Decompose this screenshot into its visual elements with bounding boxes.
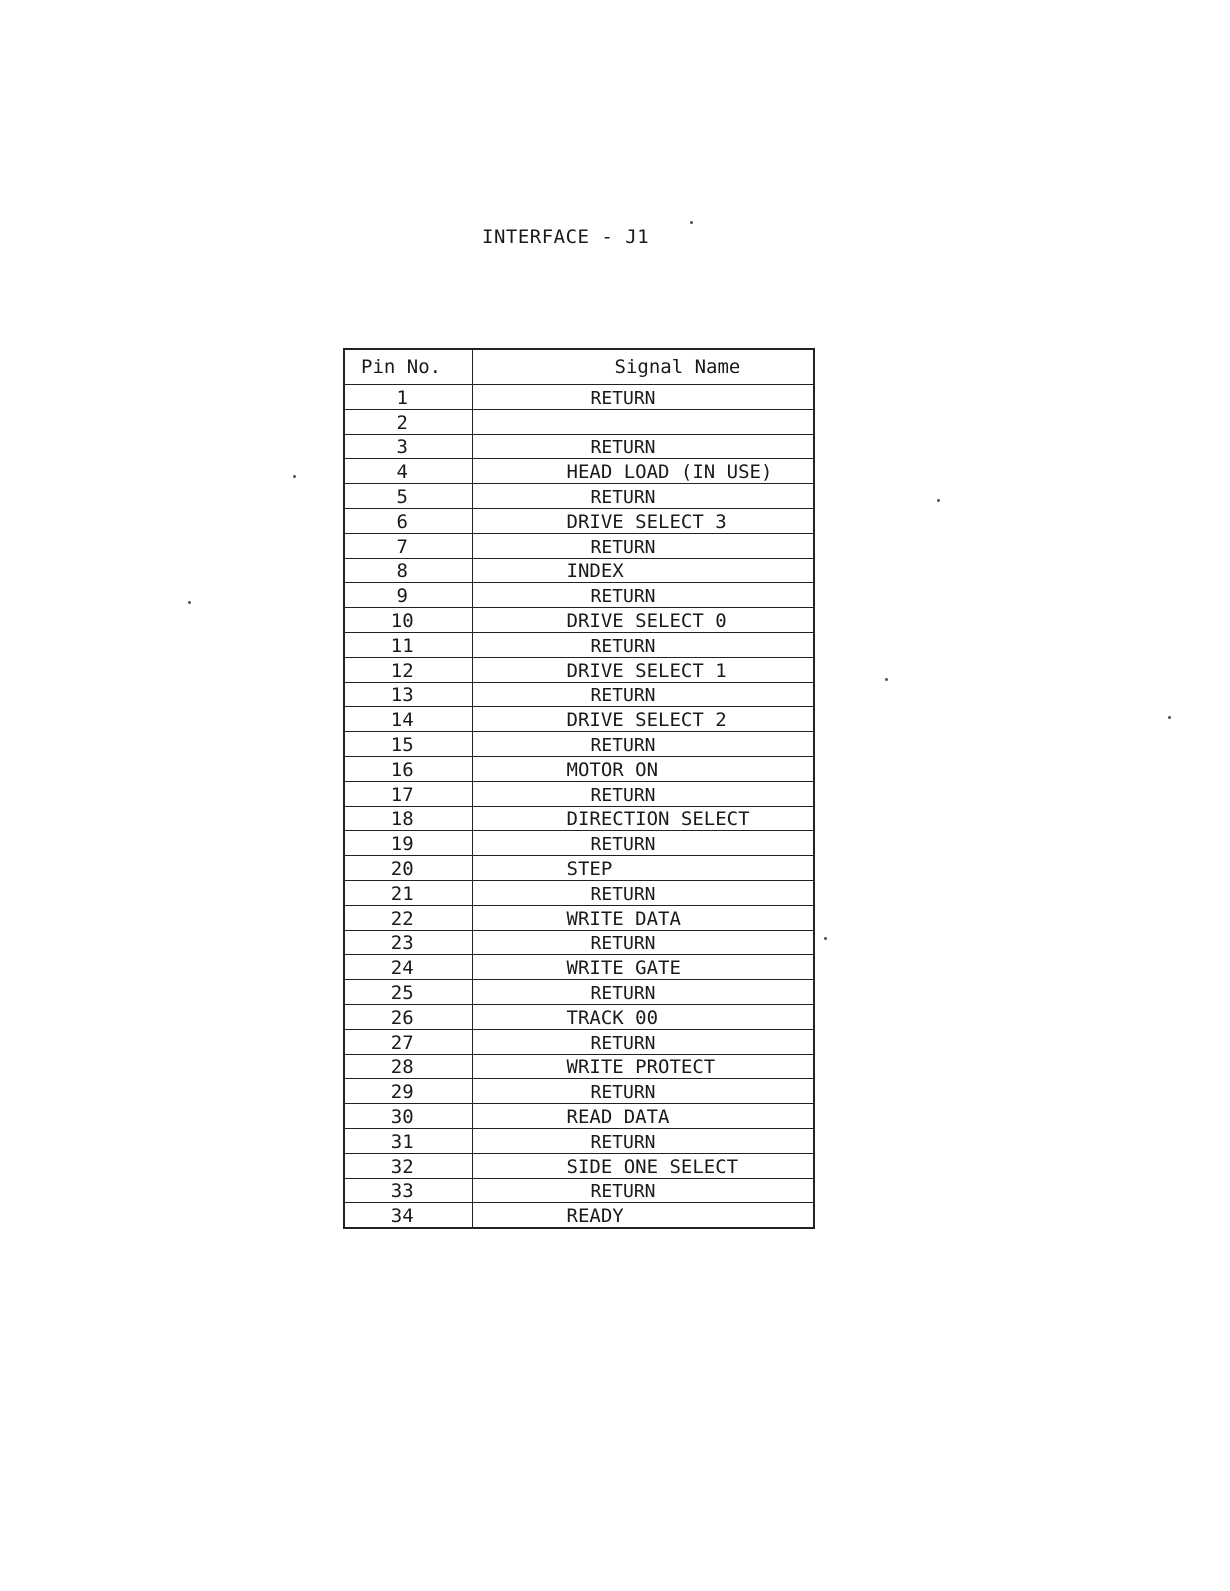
signal-name-cell: DIRECTION SELECT	[472, 806, 814, 831]
table-row	[344, 756, 814, 781]
signal-name-cell: RETURN	[472, 1029, 814, 1054]
table-row	[344, 856, 814, 881]
table-row	[344, 955, 814, 980]
table-row	[344, 1153, 814, 1178]
table-row	[344, 484, 814, 509]
signal-name-cell: WRITE DATA	[472, 905, 814, 930]
signal-name-cell: READY	[472, 1203, 814, 1228]
signal-name-cell: WRITE PROTECT	[472, 1054, 814, 1079]
signal-name-cell: RETURN	[472, 1178, 814, 1203]
table-row	[344, 558, 814, 583]
pin-number-cell: 8	[344, 558, 472, 583]
scan-speck	[937, 499, 940, 502]
signal-name-cell	[472, 409, 814, 434]
table-header-row	[344, 349, 814, 385]
table-row	[344, 1178, 814, 1203]
table-row	[344, 1104, 814, 1129]
signal-name-cell: READ DATA	[472, 1104, 814, 1129]
pin-number-cell: 32	[344, 1153, 472, 1178]
signal-name-cell: DRIVE SELECT 2	[472, 707, 814, 732]
pin-number-cell: 13	[344, 682, 472, 707]
pin-number-cell: 29	[344, 1079, 472, 1104]
table-row	[344, 781, 814, 806]
scan-speck	[293, 475, 296, 478]
pin-number-cell: 19	[344, 831, 472, 856]
signal-name-cell: RETURN	[472, 880, 814, 905]
pin-number-cell: 24	[344, 955, 472, 980]
table-row	[344, 1079, 814, 1104]
scan-speck	[690, 221, 693, 224]
signal-name-cell: RETURN	[472, 385, 814, 410]
pin-column-header: Pin No.	[344, 349, 472, 385]
table-body	[344, 385, 814, 1229]
pin-number-cell: 14	[344, 707, 472, 732]
page-title: INTERFACE - J1	[482, 226, 650, 248]
signal-name-cell: RETURN	[472, 732, 814, 757]
signal-name-cell: RETURN	[472, 484, 814, 509]
signal-name-cell: RETURN	[472, 1128, 814, 1153]
pin-number-cell: 17	[344, 781, 472, 806]
table-row	[344, 583, 814, 608]
pin-number-cell: 6	[344, 508, 472, 533]
table-row	[344, 831, 814, 856]
scan-speck	[188, 601, 191, 604]
pin-number-cell: 7	[344, 533, 472, 558]
table-row	[344, 533, 814, 558]
pin-number-cell: 4	[344, 459, 472, 484]
pin-assignment-table	[343, 348, 815, 1229]
signal-name-cell: RETURN	[472, 831, 814, 856]
signal-name-cell: DRIVE SELECT 1	[472, 657, 814, 682]
pin-number-cell: 9	[344, 583, 472, 608]
signal-name-cell: RETURN	[472, 1079, 814, 1104]
pin-number-cell: 2	[344, 409, 472, 434]
table-row	[344, 1203, 814, 1228]
signal-name-cell: MOTOR ON	[472, 756, 814, 781]
table-row	[344, 608, 814, 633]
pin-number-cell: 18	[344, 806, 472, 831]
signal-name-cell: RETURN	[472, 930, 814, 955]
signal-name-cell: STEP	[472, 856, 814, 881]
table-row	[344, 1054, 814, 1079]
pin-number-cell: 31	[344, 1128, 472, 1153]
pin-number-cell: 26	[344, 1004, 472, 1029]
table-row	[344, 930, 814, 955]
table-row	[344, 806, 814, 831]
table-row	[344, 459, 814, 484]
pin-number-cell: 21	[344, 880, 472, 905]
table-row	[344, 508, 814, 533]
pin-number-cell: 20	[344, 856, 472, 881]
scan-speck	[824, 937, 827, 940]
table-row	[344, 980, 814, 1005]
signal-name-cell: SIDE ONE SELECT	[472, 1153, 814, 1178]
pin-number-cell: 11	[344, 632, 472, 657]
signal-name-cell: RETURN	[472, 980, 814, 1005]
pin-number-cell: 25	[344, 980, 472, 1005]
pin-number-cell: 16	[344, 756, 472, 781]
pin-number-cell: 12	[344, 657, 472, 682]
table-row	[344, 732, 814, 757]
pin-number-cell: 22	[344, 905, 472, 930]
table-row	[344, 1004, 814, 1029]
table-row	[344, 880, 814, 905]
signal-name-cell: TRACK 00	[472, 1004, 814, 1029]
signal-name-cell: WRITE GATE	[472, 955, 814, 980]
scan-speck	[885, 678, 888, 681]
signal-name-cell: INDEX	[472, 558, 814, 583]
pin-number-cell: 34	[344, 1203, 472, 1228]
pin-number-cell: 1	[344, 385, 472, 410]
signal-name-cell: HEAD LOAD (IN USE)	[472, 459, 814, 484]
table-row	[344, 409, 814, 434]
pin-number-cell: 3	[344, 434, 472, 459]
pin-number-cell: 10	[344, 608, 472, 633]
signal-name-cell: DRIVE SELECT 3	[472, 508, 814, 533]
signal-name-cell: RETURN	[472, 781, 814, 806]
table-row	[344, 707, 814, 732]
pin-number-cell: 33	[344, 1178, 472, 1203]
signal-name-cell: RETURN	[472, 434, 814, 459]
table-row	[344, 905, 814, 930]
scan-speck	[1168, 716, 1171, 719]
pin-number-cell: 5	[344, 484, 472, 509]
table-row	[344, 1128, 814, 1153]
pin-number-cell: 27	[344, 1029, 472, 1054]
pin-number-cell: 15	[344, 732, 472, 757]
table-row	[344, 1029, 814, 1054]
table-row	[344, 632, 814, 657]
signal-name-cell: RETURN	[472, 632, 814, 657]
pin-number-cell: 23	[344, 930, 472, 955]
pin-number-cell: 30	[344, 1104, 472, 1129]
table-row	[344, 682, 814, 707]
signal-name-cell: RETURN	[472, 682, 814, 707]
signal-name-cell: RETURN	[472, 583, 814, 608]
table-row	[344, 434, 814, 459]
signal-name-cell: DRIVE SELECT 0	[472, 608, 814, 633]
pin-number-cell: 28	[344, 1054, 472, 1079]
table-row	[344, 385, 814, 410]
table-row	[344, 657, 814, 682]
signal-name-cell: RETURN	[472, 533, 814, 558]
signal-column-header: Signal Name	[472, 349, 814, 385]
